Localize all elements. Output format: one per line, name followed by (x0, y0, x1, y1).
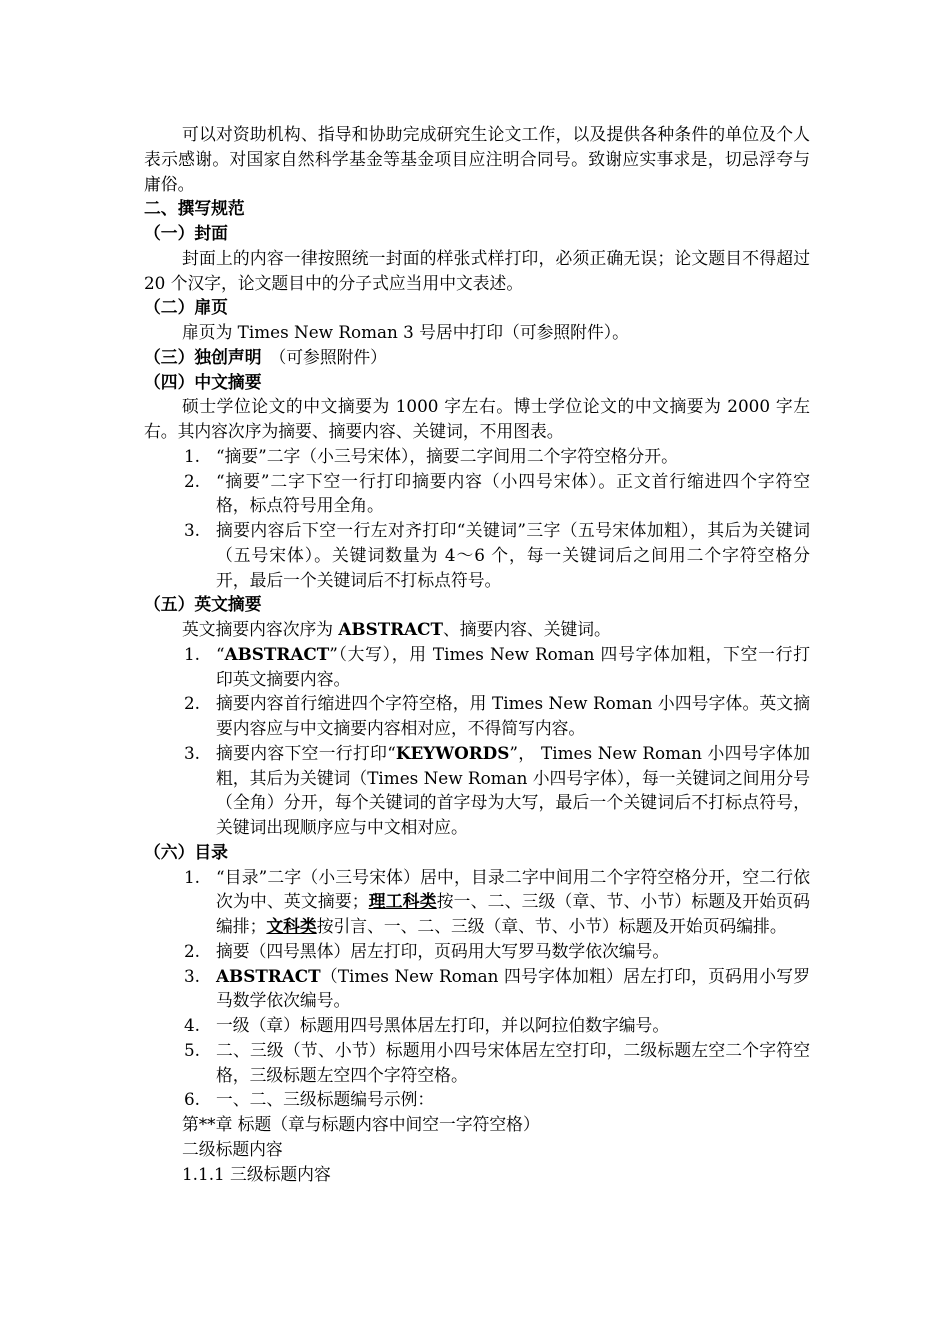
list-number: 5. (184, 1039, 201, 1060)
list-number: 2. (184, 693, 201, 714)
subsection-heading-en-abstract: （五）英文摘要 (144, 594, 262, 615)
list-item (144, 1013, 810, 1038)
list-item (144, 469, 810, 519)
list-item (144, 642, 810, 692)
list-item (144, 865, 810, 939)
cn-abstract-paragraph: 硕士学位论文的中文摘要为 1000 字左右。博士学位论文的中文摘要为 2000 字左右。其内容次序为摘要、摘要内容、关键词，不用图表。 (144, 396, 810, 441)
cn-abstract-list (144, 444, 810, 593)
text-run: ”（大写），用 Times New Roman 四号字体加粗，下空一行打印英文摘要内容。 (216, 643, 810, 689)
bold-run: KEYWORDS (395, 742, 510, 763)
text-run: （Times New Roman 四号字体加粗）居左打印，页码用小写罗马数学依次编号。 (216, 965, 810, 1011)
list-item (144, 939, 810, 964)
list-number: 2. (184, 940, 201, 961)
document-page (144, 122, 810, 1186)
list-number: 1. (184, 445, 201, 466)
intro-paragraph: 可以对资助机构、指导和协助完成研究生论文工作，以及提供各种条件的单位及个人表示感谢。对国家自然科学基金等基金项目应注明合同号。致谢应实事求是，切忌浮夸与庸俗。 (144, 124, 810, 194)
list-number: 1. (184, 866, 201, 887)
list-item (144, 1087, 810, 1112)
list-text: “摘要”二字（小三号宋体），摘要二字间用二个字符空格分开。 (216, 445, 678, 466)
underlined-run: 文科类 (266, 916, 317, 936)
cover-paragraph: 封面上的内容一律按照统一封面的样张式样打印，必须正确无误；论文题目不得超过 20 个汉字，论文题目中的分子式应当用中文表述。 (144, 247, 810, 293)
en-abstract-paragraph (144, 617, 810, 642)
subsection-heading-declaration (144, 345, 810, 370)
list-text: 一级（章）标题用四号黑体居左打印，并以阿拉伯数字编号。 (216, 1015, 670, 1035)
heading-example-level3: 1.1.1 三级标题内容 (182, 1163, 331, 1184)
text-run: ”， Times New Roman 小四号字体加粗，其后为关键词（Times New Roman 小四号字体），每一关键词之间用分号（全角）分开，每个关键词的首字母为大写，最后一个关键词后不打标点符号，关键词出现顺序应与中文相对应。 (216, 742, 810, 837)
titlepage-paragraph: 扉页为 Times New Roman 3 号居中打印（可参照附件）。 (182, 322, 629, 342)
en-abstract-list (144, 642, 810, 840)
declaration-title: （三）独创声明 (144, 346, 262, 367)
bold-run: ABSTRACT (216, 965, 321, 986)
text-run: 英文摘要内容次序为 (182, 619, 339, 639)
text-run: 、摘要内容、关键词。 (443, 619, 611, 639)
text-run: “目录”二字（小三号宋体）居中，目录二字中间用二个字符空格分开，空二行依次为中、英文摘要； (216, 866, 810, 912)
heading-example-chapter: 第**章 标题（章与标题内容中间空一字符空格） (182, 1114, 540, 1134)
text-run: 摘要内容下空一行打印“ (216, 742, 396, 763)
subsection-heading-cn-abstract: （四）中文摘要 (144, 371, 262, 392)
list-text: “摘要”二字下空一行打印摘要内容（小四号宋体）。正文首行缩进四个字符空格，标点符号用全角。 (216, 470, 810, 516)
list-item (144, 518, 810, 592)
list-text: 摘要内容首行缩进四个字符空格，用 Times New Roman 小四号字体。英文摘要内容应与中文摘要内容相对应，不得简写内容。 (216, 693, 810, 738)
text-run: 按引言、一、二、三级（章、节、小节）标题及开始页码编排。 (316, 916, 787, 936)
list-item (144, 964, 810, 1014)
heading-example-level2: 二级标题内容 (182, 1138, 283, 1159)
text-run: 按一、二、三级（章、节、小节）标题及开始页码编排； (216, 891, 810, 936)
list-number: 3. (184, 742, 201, 763)
list-number: 2. (184, 470, 201, 491)
underlined-run: 理工科类 (368, 891, 437, 912)
list-item (144, 741, 810, 840)
subsection-heading-titlepage: （二）扉页 (144, 297, 228, 318)
list-text: 二、三级（节、小节）标题用小四号宋体居左空打印，二级标题左空二个字符空格，三级标题左空四个字符空格。 (216, 1039, 810, 1085)
section-heading: 二、撰写规范 (144, 198, 245, 219)
list-number: 1. (184, 643, 201, 664)
bold-run: ABSTRACT (224, 643, 330, 664)
list-item (144, 691, 810, 741)
list-number: 3. (184, 965, 201, 986)
list-number: 6. (184, 1089, 201, 1110)
list-number: 4. (184, 1015, 201, 1035)
list-number: 3. (184, 520, 201, 540)
bold-run: ABSTRACT (338, 619, 443, 639)
subsection-heading-toc: （六）目录 (144, 841, 228, 862)
list-text: 摘要（四号黑体）居左打印，页码用大写罗马数学依次编号。 (216, 940, 670, 961)
subsection-heading-cover: （一）封面 (144, 223, 228, 243)
list-item (144, 1038, 810, 1088)
list-item (144, 444, 810, 469)
list-text: 一、二、三级标题编号示例： (216, 1089, 435, 1110)
text-run: “ (216, 643, 225, 664)
list-text: 摘要内容后下空一行左对齐打印“关键词”三字（五号宋体加粗），其后为关键词（五号宋体）。关键词数量为 4～6 个，每一关键词后之间用二个字符空格分开，最后一个关键词后不打标点符号。 (216, 520, 810, 590)
toc-list (144, 865, 810, 1113)
declaration-note: （可参照附件） (269, 346, 387, 367)
